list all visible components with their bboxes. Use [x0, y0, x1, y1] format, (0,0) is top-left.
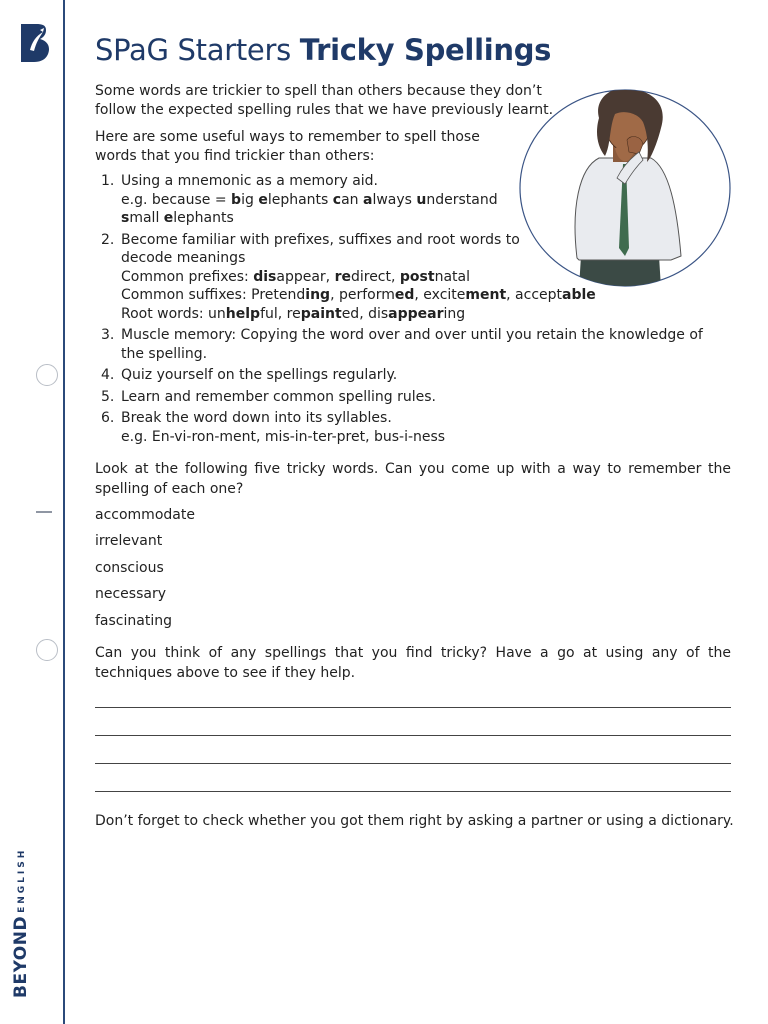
mnemonic-example-cont: small elephants	[121, 210, 234, 226]
list-text: Break the word down into its syllables.	[121, 410, 392, 426]
writing-line[interactable]	[95, 791, 731, 792]
tricky-word: necessary	[95, 586, 167, 603]
intro-line: Here are some useful ways to remember to spell those	[95, 129, 480, 145]
list-text: Quiz yourself on the spellings regularly.	[121, 367, 398, 383]
tricky-word: accommodate	[95, 507, 195, 523]
list-item	[95, 326, 703, 363]
beyond-logo-icon	[16, 22, 50, 64]
roots-line: Root words: unhelpful, repainted, disappearing	[121, 305, 466, 322]
list-item	[95, 409, 703, 446]
list-item	[95, 388, 703, 407]
list-number: 2.	[101, 231, 115, 248]
list-number: 4.	[101, 367, 115, 383]
intro-line: Some words are trickier to spell than others because they don’t	[95, 83, 542, 99]
intro-line: words that you find trickier than others:	[95, 148, 375, 164]
list-number: 5.	[101, 388, 115, 405]
list-text: Using a mnemonic as a memory aid.	[121, 173, 379, 189]
list-text: Become familiar with prefixes, suffixes and root words to	[121, 231, 520, 248]
intro-line: follow the expected spelling rules that we have previously learnt.	[95, 102, 554, 118]
task-prompt-2: Can you think of any spellings that you find tricky? Have a go at using any of the techniques above to see if they help.	[95, 645, 731, 681]
punch-hole	[36, 364, 58, 386]
tricky-word: irrelevant	[95, 533, 163, 550]
tricky-word: fascinating	[95, 612, 172, 629]
list-number: 3.	[101, 327, 115, 343]
margin-tick	[36, 511, 52, 513]
writing-line[interactable]	[95, 707, 731, 708]
punch-hole	[36, 639, 58, 661]
mnemonic-example: e.g. because = big elephants can always understand	[121, 191, 498, 208]
list-text: Muscle memory: Copying the word over and over until you retain the knowledge of	[121, 327, 703, 343]
writing-line[interactable]	[95, 763, 731, 764]
task-prompt: Look at the following five tricky words. Can you come up with a way to remember the spelling of each one?	[95, 461, 731, 497]
list-text: decode meanings	[121, 250, 246, 266]
list-text: the spelling.	[121, 345, 208, 362]
tricky-word-list	[95, 505, 195, 637]
list-item	[95, 231, 703, 324]
intro-paragraph-2	[95, 128, 480, 166]
brand-name: BEYOND	[11, 915, 31, 998]
tricky-word: conscious	[95, 559, 164, 576]
title-bold: Tricky Spellings	[299, 33, 552, 67]
page-title	[95, 33, 551, 67]
list-text: Learn and remember common spelling rules.	[121, 388, 436, 405]
list-item	[95, 366, 703, 385]
prefixes-line: Common prefixes: disappear, redirect, postnatal	[121, 268, 470, 285]
title-light: SPaG Starters	[95, 33, 291, 67]
list-text: e.g. En-vi-ron-ment, mis-in-ter-pret, bus-i-ness	[121, 428, 446, 445]
writing-line[interactable]	[95, 735, 731, 736]
intro-paragraph-1	[95, 82, 553, 120]
list-number: 6.	[101, 410, 115, 426]
brand-sub: ENGLISH	[17, 847, 27, 913]
side-brand	[11, 848, 31, 998]
techniques-list	[95, 172, 703, 449]
margin-line	[63, 0, 65, 1024]
list-number: 1.	[101, 173, 115, 189]
list-item	[95, 172, 703, 228]
reminder-text: Don’t forget to check whether you got them right by asking a partner or using a dictionary.	[95, 813, 734, 829]
suffixes-line: Common suffixes: Pretending, performed, excitement, acceptable	[121, 287, 596, 303]
